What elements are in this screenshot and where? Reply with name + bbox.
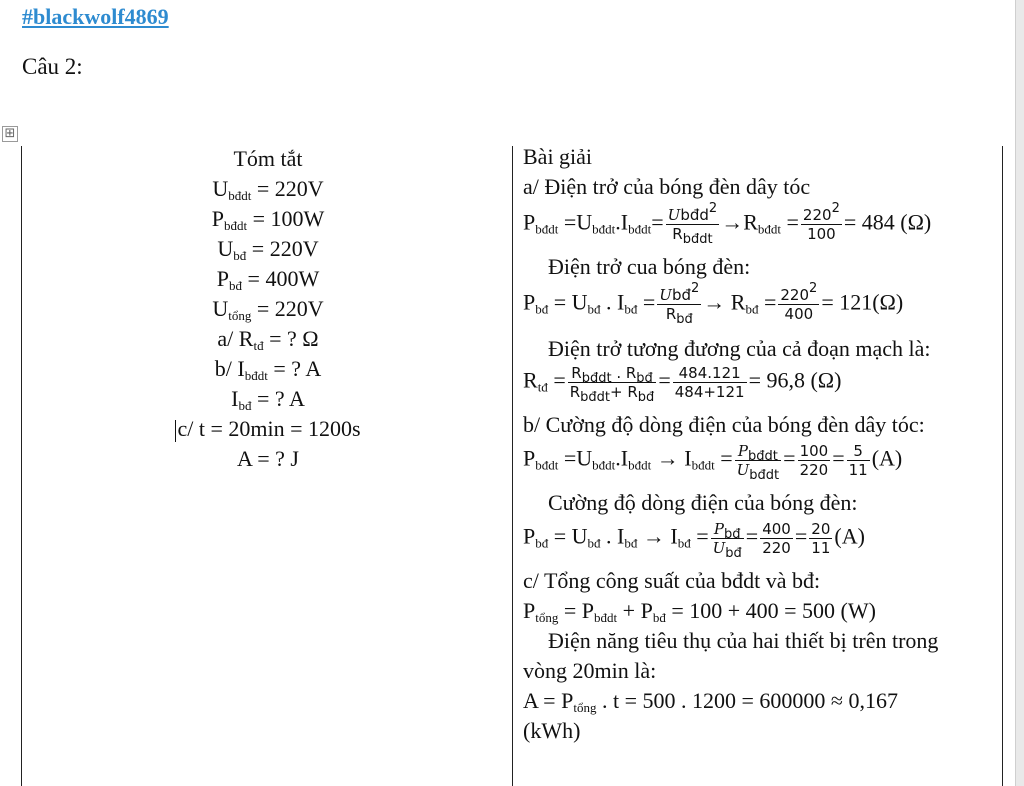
solution-a-heading: a/ Điện trở của bóng đèn dây tóc [523, 174, 811, 199]
solution-a-sub2: Điện trở cua bóng đèn: [548, 254, 751, 279]
summary-column [24, 144, 512, 474]
formula-r-bddt: $P_{bđdt} =U_{bđdt}.I_{bđdt}=$ $\frac{Ubđd^2}{R_{bđdt}}$ $\to R_{bđdt}$ = $\frac{220^2}{100}$ = 484 (Ω) [523, 201, 932, 247]
solution-b-heading: b/ Cường độ dòng điện của bóng đèn dây tóc: [523, 412, 925, 437]
solution-c-energy-unit: (kWh) [523, 718, 581, 743]
table-right-border [1002, 146, 1003, 786]
formula-p-tong: $P_{tổng} = P_{bđdt} + P_{bđ} = 100 + 400 = 500$ (W) [523, 598, 876, 625]
solution-a-sub3: Điện trở tương đương của cả đoạn mạch là: [548, 336, 931, 361]
question-label: Câu 2: [22, 54, 83, 79]
summary-p-bd: $P_{bđ} = 400W$ [216, 266, 320, 293]
summary-b-find2: $I_{bđ}$ = ? A [231, 386, 305, 413]
solution-c-energy-1: Điện năng tiêu thụ của hai thiết bị trên trong [548, 628, 939, 653]
solution-c-heading: c/ Tổng công suất của bđdt và bđ: [523, 568, 821, 593]
solution-title: Bài giải [523, 144, 593, 169]
hashtag-link[interactable]: #blackwolf4869 [22, 4, 169, 29]
formula-i-bd: $P_{bđ} = U_{bđ}$ . $I_{bđ} \to I_{bđ}$ = $\frac{P_{bđ}}{U_{bđ}}$ = $\frac{400}{220}$ = $\frac{20}{11}$ (A) [523, 520, 865, 561]
summary-u-tong: $U_{tổng} = 220V$ [212, 296, 324, 323]
summary-c-time[interactable]: c/ t = 20min = 1200s [177, 416, 361, 441]
solution-c-energy-2: vòng 20min là: [523, 658, 657, 683]
summary-title: Tóm tắt [233, 146, 303, 171]
formula-r-bd: $P_{bđ} = U_{bđ}$ . $I_{bđ}$ = $\frac{Ubđ^2}{R_{bđ}}$ → $R_{bđ}$ = $\frac{220^2}{400}$ = 121(Ω) [523, 281, 904, 327]
summary-b-find: b/ $I_{bđdt}$ = ? A [214, 356, 322, 383]
summary-p-bddt: $P_{bđdt} = 100W$ [211, 206, 325, 233]
table-left-border [21, 146, 22, 786]
summary-c-find: A = ? J [237, 446, 299, 471]
solution-b-sub2: Cường độ dòng điện của bóng đèn: [548, 490, 858, 515]
page-edge [1015, 0, 1024, 786]
formula-energy: $A = P_{tổng}$ . t = 500 . 1200 = 600000 ≈ 0,167 [523, 688, 898, 715]
table-move-icon[interactable]: ⊞ [2, 126, 18, 142]
formula-i-bddt: $P_{bđdt} =U_{bđdt}.I_{bđdt} \to I_{bđdt}$ = $\frac{P_{bđdt}}{U_{bđdt}}$ = $\frac{100}{220}$ = $\frac{5}{11}$ (A) [523, 442, 903, 483]
summary-u-bddt: $U_{bđdt} = 220V$ [212, 176, 324, 203]
table-middle-border [512, 146, 513, 786]
summary-a-find: a/ $R_{tđ}$ = ? Ω [217, 326, 319, 353]
formula-r-td: $R_{tđ}$ = $\frac{R_{bđdt} . R_{bđ}}{R_{bđdt}+ R_{bđ}}$ = $\frac{484.121}{484+121}$ = 96,8 (Ω) [523, 364, 842, 405]
summary-u-bd: $U_{bđ} = 220V$ [217, 236, 319, 263]
